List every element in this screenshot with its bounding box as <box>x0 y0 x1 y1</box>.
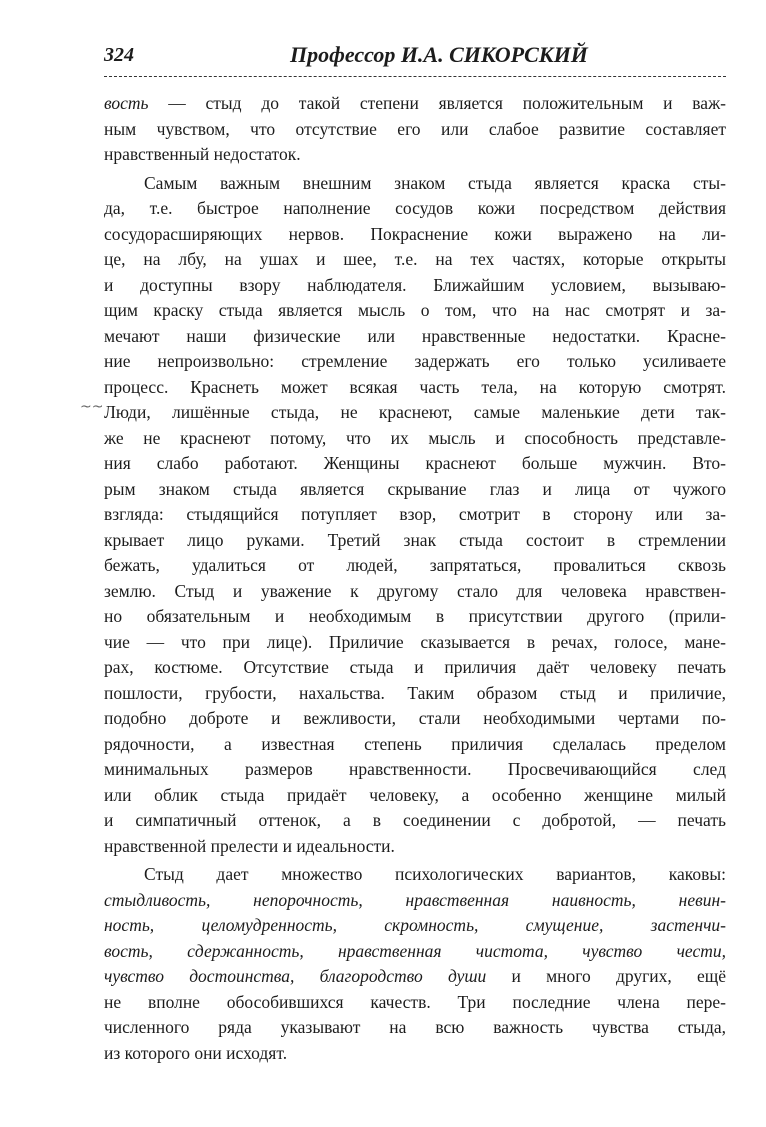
text-run: процесс. Краснеть может всякая часть тела, на которую смотрят. <box>104 376 726 397</box>
text-line <box>104 1015 726 1041</box>
text-run: численного ряда указывают на всю важность чувства стыда, <box>104 1017 726 1037</box>
text-line <box>104 783 726 809</box>
text-line <box>104 990 726 1016</box>
text-run: и много других, ещё <box>486 966 726 986</box>
italic-term: вость <box>104 93 149 113</box>
text-line <box>104 222 726 248</box>
text-run: ным чувством, что отсутствие его или слабое развитие составляет <box>104 118 726 139</box>
text-line <box>104 502 726 528</box>
text-run: взгляда: стыдящийся потупляет взор, смотрит в сторону или за- <box>104 504 726 524</box>
italic-term: стыдливость, непорочность, нравственная наивность, невин- <box>104 889 726 910</box>
text-run: да, т.е. быстрое наполнение сосудов кожи посредством действия <box>104 198 726 218</box>
text-line <box>104 913 726 939</box>
paragraph <box>104 91 726 168</box>
text-run: ния слабо работают. Женщины краснеют больше мужчин. Вто- <box>104 453 726 473</box>
text-run: Самым важным внешним знаком стыда является краска сты- <box>144 172 726 193</box>
margin-scribble-mark: ~~ <box>80 399 104 415</box>
text-line <box>104 91 726 117</box>
italic-term: ность, целомудренность, скромность, смущение, застенчи- <box>104 915 726 935</box>
text-line <box>104 273 726 299</box>
text-run: подобно доброте и вежливости, стали необходимыми чертами по- <box>104 708 726 728</box>
running-header <box>104 40 726 77</box>
text-line <box>104 939 726 965</box>
paragraph <box>104 171 726 860</box>
text-run: нравственной прелести и идеальности. <box>104 835 395 856</box>
text-run: щим краску стыда является мысль о том, что на нас смотрят и за- <box>104 300 726 320</box>
text-line <box>104 630 726 656</box>
text-run: бежать, удалиться от людей, запрятаться, провалиться сквозь <box>104 555 726 575</box>
text-line <box>104 808 726 834</box>
text-run: пошлости, грубости, нахальства. Таким образом стыд и приличие, <box>104 682 726 703</box>
body-text <box>104 91 726 1066</box>
text-run: нравственный недостаток. <box>104 144 301 164</box>
text-line <box>104 579 726 605</box>
text-line <box>104 375 726 401</box>
book-page <box>104 40 726 1066</box>
text-line <box>104 426 726 452</box>
text-run: рядочности, а известная степень приличия сделалась пределом <box>104 733 726 754</box>
text-line <box>104 324 726 350</box>
text-run: но обязательным и необходимым в присутствии другого (прили- <box>104 606 726 626</box>
text-line <box>104 862 726 888</box>
italic-term: вость, сдержанность, нравственная чистота, чувство чести, <box>104 940 726 961</box>
text-line <box>104 171 726 197</box>
text-run: рым знаком стыда является скрывание глаз и лица от чужого <box>104 478 726 499</box>
text-run: крывает лицо руками. Третий знак стыда состоит в стремлении <box>104 529 726 550</box>
text-line <box>104 528 726 554</box>
text-run: це, на лбу, на ушах и шее, т.е. на тех частях, которые открыты <box>104 249 726 269</box>
text-line <box>104 298 726 324</box>
text-run: и доступны взору наблюдателя. Ближайшим условием, вызываю- <box>104 274 726 295</box>
text-line <box>104 888 726 914</box>
text-line <box>104 196 726 222</box>
running-title: Профессор И.А. СИКОРСКИЙ <box>290 42 588 67</box>
text-line <box>104 655 726 681</box>
text-run: сосудорасширяющих нервов. Покраснение кожи выражено на ли- <box>104 223 726 244</box>
text-run: ние непроизвольно: стремление задержать его только усиливаете <box>104 351 726 371</box>
text-line <box>104 349 726 375</box>
text-line <box>104 400 726 426</box>
text-run: чие — что при лице). Приличие сказывается в речах, голосе, мане- <box>104 631 726 652</box>
text-line <box>104 757 726 783</box>
text-line <box>104 451 726 477</box>
text-run: не вполне обособившихся качеств. Три последние члена пере- <box>104 991 726 1012</box>
text-line <box>104 681 726 707</box>
text-line <box>104 834 726 860</box>
text-run: рах, костюме. Отсутствие стыда и приличия даёт человеку печать <box>104 657 726 677</box>
text-run: Люди, лишённые стыда, не краснеют, самые маленькие дети так- <box>104 402 726 422</box>
text-line <box>104 706 726 732</box>
text-run: или облик стыда придаёт человеку, а особенно женщине милый <box>104 784 726 805</box>
text-line <box>104 553 726 579</box>
text-line <box>104 964 726 990</box>
text-run: землю. Стыд и уважение к другому стало для человека нравствен- <box>104 580 726 601</box>
text-run: Стыд дает множество психологических вариантов, каковы: <box>144 864 726 884</box>
text-run: — стыд до такой степени является положительным и важ- <box>148 93 726 113</box>
text-run: мечают наши физические или нравственные недостатки. Красне- <box>104 325 726 346</box>
text-line <box>104 604 726 630</box>
text-line <box>104 117 726 143</box>
text-line <box>104 142 726 168</box>
text-line <box>104 247 726 273</box>
text-run: и симпатичный оттенок, а в соединении с добротой, — печать <box>104 810 726 830</box>
text-line <box>104 732 726 758</box>
text-line <box>104 477 726 503</box>
text-run: из которого они исходят. <box>104 1042 288 1063</box>
page-number: 324 <box>104 44 134 66</box>
italic-term: чувство достоинства, благородство души <box>104 966 487 986</box>
paragraph <box>104 862 726 1066</box>
text-line <box>104 1041 726 1067</box>
text-run: же не краснеют потому, что их мысль и способность представле- <box>104 427 726 448</box>
text-run: минимальных размеров нравственности. Просвечивающийся след <box>104 759 726 779</box>
